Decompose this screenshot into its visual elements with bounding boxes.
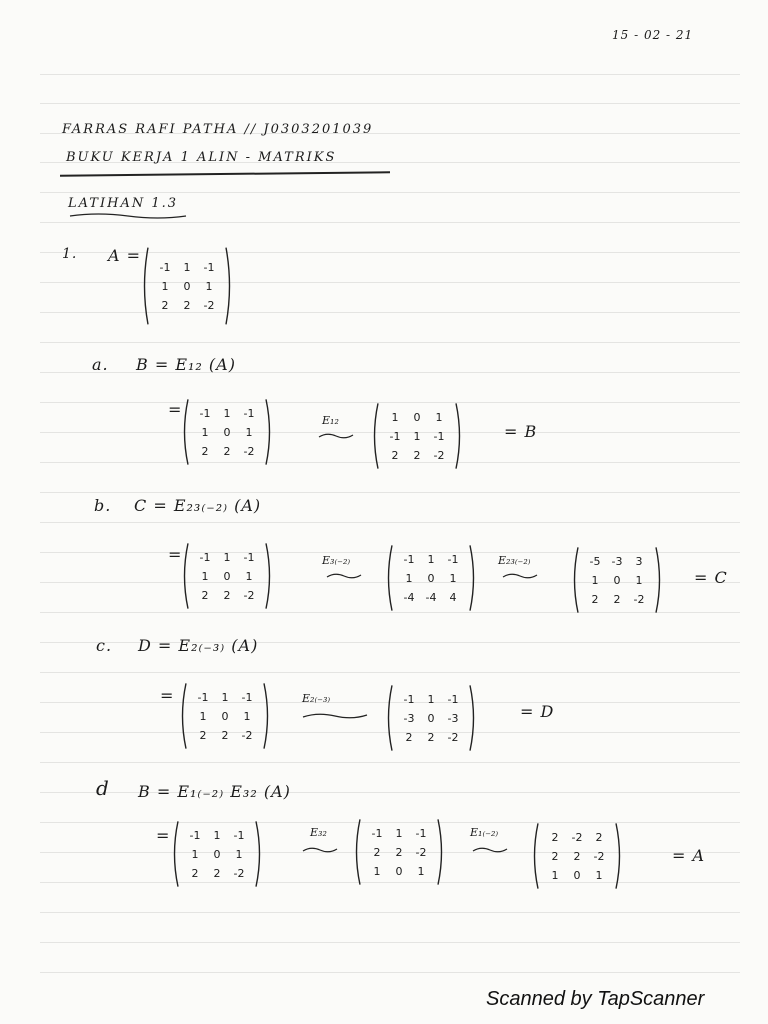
matrix-cell: 0	[183, 279, 191, 293]
matrix-bracket	[468, 684, 478, 752]
matrix-cell: 1	[243, 709, 251, 723]
equals-sign: =	[160, 686, 175, 705]
part-b-result: = C	[694, 568, 728, 587]
matrix-cell: 0	[213, 847, 221, 861]
matrix-cell: -1	[199, 406, 211, 420]
matrix-a	[140, 246, 234, 326]
matrix-entries	[380, 411, 454, 462]
arrow-tilde-icon	[326, 572, 362, 580]
matrix-cell: 0	[223, 425, 231, 439]
matrix-cell: -2	[243, 588, 255, 602]
matrix-bracket	[654, 546, 664, 614]
matrix-entries	[394, 553, 468, 604]
matrix-cell: -1	[203, 260, 215, 274]
matrix-cell: 1	[235, 847, 243, 861]
scanner-watermark: Scanned by TapScanner	[486, 988, 705, 1010]
matrix-cell: 2	[191, 866, 199, 880]
part-c-equation: D = E₂₍₋₃₎ (A)	[138, 636, 259, 655]
part-d-operation-1: E₃₂	[310, 826, 327, 839]
matrix-cell: 1	[373, 864, 381, 878]
matrix-cell: -4	[403, 590, 415, 604]
matrix-cell: 1	[391, 410, 399, 424]
arrow-tilde-icon	[302, 712, 368, 720]
ruled-line	[40, 492, 740, 493]
equals-sign: =	[156, 826, 171, 845]
matrix-cell: 2	[551, 830, 559, 844]
part-b-matrix-1	[180, 542, 274, 610]
matrix-cell: 1	[205, 279, 213, 293]
part-b-equation: C = E₂₃₍₋₂₎ (A)	[134, 496, 262, 515]
matrix-bracket	[170, 820, 180, 888]
part-d-equation: B = E₁₍₋₂₎ E₃₂ (A)	[138, 782, 291, 801]
arrow-tilde-icon	[502, 572, 538, 580]
matrix-cell: 2	[201, 588, 209, 602]
matrix-bracket	[180, 398, 190, 466]
matrix-cell: 0	[221, 709, 229, 723]
matrix-entries	[394, 693, 468, 744]
matrix-cell: 2	[591, 592, 599, 606]
matrix-cell: -1	[415, 826, 427, 840]
date-text: 15 - 02 - 21	[612, 28, 694, 42]
matrix-cell: 0	[427, 571, 435, 585]
matrix-bracket	[370, 402, 380, 470]
matrix-cell: 1	[191, 847, 199, 861]
section-title: LATIHAN 1.3	[68, 196, 179, 211]
matrix-cell: 2	[405, 730, 413, 744]
matrix-cell: -5	[589, 554, 601, 568]
ruled-line	[40, 522, 740, 523]
matrix-entries	[150, 261, 224, 312]
matrix-cell: 1	[449, 571, 457, 585]
matrix-cell: -4	[425, 590, 437, 604]
matrix-cell: -1	[403, 692, 415, 706]
matrix-cell: 1	[551, 868, 559, 882]
matrix-cell: 2	[413, 448, 421, 462]
matrix-cell: 2	[391, 448, 399, 462]
matrix-bracket	[224, 246, 234, 326]
part-c-matrix-1	[178, 682, 272, 750]
part-a-equation: B = E₁₂ (A)	[136, 355, 236, 374]
matrix-bracket	[530, 822, 540, 890]
part-d-matrix-2	[352, 818, 446, 886]
header-name-line: FARRAS RAFI PATHA // J0303201039	[62, 122, 374, 137]
equals-sign: =	[168, 400, 183, 419]
part-d-operation-2: E₁₍₋₂₎	[470, 826, 499, 839]
matrix-cell: -2	[243, 444, 255, 458]
part-a-matrix-1	[180, 398, 274, 466]
header-underline	[60, 171, 390, 176]
matrix-cell: -1	[233, 828, 245, 842]
matrix-cell: -2	[241, 728, 253, 742]
matrix-cell: 1	[201, 425, 209, 439]
matrix-cell: -1	[189, 828, 201, 842]
matrix-cell: -3	[447, 711, 459, 725]
matrix-cell: 2	[201, 444, 209, 458]
part-a-result: = B	[504, 422, 538, 441]
matrix-cell: -2	[593, 849, 605, 863]
ruled-line	[40, 342, 740, 343]
matrix-bracket	[384, 684, 394, 752]
matrix-bracket	[352, 818, 362, 886]
matrix-bracket	[570, 546, 580, 614]
matrix-cell: 1	[427, 692, 435, 706]
matrix-cell: -2	[233, 866, 245, 880]
matrix-cell: 4	[449, 590, 457, 604]
matrix-cell: -1	[243, 550, 255, 564]
matrix-entries	[190, 551, 264, 602]
matrix-cell: -1	[197, 690, 209, 704]
matrix-cell: 1	[245, 425, 253, 439]
matrix-cell: 0	[223, 569, 231, 583]
section-title-underline	[68, 212, 188, 220]
arrow-tilde-icon	[472, 846, 508, 854]
matrix-cell: 0	[613, 573, 621, 587]
matrix-cell: 1	[245, 569, 253, 583]
part-a-letter: a.	[92, 355, 109, 374]
matrix-cell: 0	[395, 864, 403, 878]
part-a-operation-1: E₁₂	[322, 414, 339, 427]
matrix-cell: 2	[395, 845, 403, 859]
ruled-line	[40, 672, 740, 673]
matrix-cell: 2	[223, 588, 231, 602]
matrix-cell: -2	[447, 730, 459, 744]
matrix-cell: -2	[633, 592, 645, 606]
matrix-cell: 1	[221, 690, 229, 704]
matrix-cell: 2	[213, 866, 221, 880]
header-subject-line: BUKU KERJA 1 ALIN - MATRIKS	[66, 150, 337, 165]
matrix-cell: 1	[183, 260, 191, 274]
matrix-bracket	[180, 542, 190, 610]
matrix-cell: -1	[199, 550, 211, 564]
matrix-bracket	[384, 544, 394, 612]
matrix-bracket	[454, 402, 464, 470]
matrix-cell: 1	[435, 410, 443, 424]
matrix-entries	[362, 827, 436, 878]
part-c-operation-1: E₂₍₋₃₎	[302, 692, 331, 705]
matrix-entries	[190, 407, 264, 458]
matrix-cell: -2	[433, 448, 445, 462]
matrix-cell: -3	[611, 554, 623, 568]
matrix-cell: 2	[221, 728, 229, 742]
matrix-entries	[580, 555, 654, 606]
matrix-cell: -2	[415, 845, 427, 859]
matrix-a-label: A =	[108, 246, 142, 265]
arrow-tilde-icon	[318, 432, 354, 440]
matrix-bracket	[262, 682, 272, 750]
matrix-bracket	[264, 542, 274, 610]
matrix-cell: 1	[213, 828, 221, 842]
ruled-line	[40, 762, 740, 763]
matrix-cell: 1	[417, 864, 425, 878]
matrix-cell: 2	[161, 298, 169, 312]
ruled-line	[40, 74, 740, 75]
matrix-bracket	[140, 246, 150, 326]
matrix-cell: 1	[223, 550, 231, 564]
ruled-line	[40, 103, 740, 104]
matrix-cell: -1	[241, 690, 253, 704]
matrix-cell: 1	[427, 552, 435, 566]
arrow-tilde-icon	[302, 846, 338, 854]
matrix-cell: 1	[201, 569, 209, 583]
matrix-cell: -1	[243, 406, 255, 420]
ruled-line	[40, 192, 740, 193]
part-d-matrix-3	[530, 822, 624, 890]
matrix-cell: 0	[573, 868, 581, 882]
matrix-entries	[180, 829, 254, 880]
matrix-cell: 2	[595, 830, 603, 844]
part-b-operation-2: E₂₃₍₋₂₎	[498, 554, 531, 567]
matrix-cell: -3	[403, 711, 415, 725]
matrix-bracket	[468, 544, 478, 612]
matrix-cell: 0	[413, 410, 421, 424]
part-d-result: = A	[672, 846, 706, 865]
matrix-cell: 2	[551, 849, 559, 863]
matrix-bracket	[254, 820, 264, 888]
ruled-line	[40, 972, 740, 973]
ruled-line	[40, 912, 740, 913]
matrix-cell: 2	[183, 298, 191, 312]
part-a-matrix-2	[370, 402, 464, 470]
matrix-bracket	[264, 398, 274, 466]
matrix-cell: -1	[447, 552, 459, 566]
matrix-cell: 1	[405, 571, 413, 585]
part-b-operation-1: E₃₍₋₂₎	[322, 554, 351, 567]
matrix-cell: 1	[635, 573, 643, 587]
matrix-cell: 2	[573, 849, 581, 863]
matrix-entries	[188, 691, 262, 742]
problem-number: 1.	[62, 246, 78, 262]
matrix-cell: -1	[447, 692, 459, 706]
matrix-cell: 0	[427, 711, 435, 725]
matrix-cell: -1	[159, 260, 171, 274]
matrix-cell: 1	[413, 429, 421, 443]
part-b-matrix-3	[570, 546, 664, 614]
part-d-letter: d	[96, 776, 110, 800]
matrix-cell: 1	[395, 826, 403, 840]
part-b-matrix-2	[384, 544, 478, 612]
part-d-matrix-1	[170, 820, 264, 888]
part-c-matrix-2	[384, 684, 478, 752]
matrix-cell: -1	[371, 826, 383, 840]
ruled-line	[40, 942, 740, 943]
matrix-cell: -2	[571, 830, 583, 844]
equals-sign: =	[168, 545, 183, 564]
matrix-cell: 1	[595, 868, 603, 882]
part-b-letter: b.	[94, 496, 112, 515]
matrix-cell: -1	[433, 429, 445, 443]
matrix-bracket	[178, 682, 188, 750]
matrix-cell: 1	[199, 709, 207, 723]
matrix-cell: 2	[199, 728, 207, 742]
matrix-cell: 2	[223, 444, 231, 458]
matrix-bracket	[436, 818, 446, 886]
matrix-entries	[540, 831, 614, 882]
matrix-cell: 2	[373, 845, 381, 859]
matrix-cell: 1	[161, 279, 169, 293]
matrix-cell: 2	[427, 730, 435, 744]
matrix-cell: 2	[613, 592, 621, 606]
ruled-line	[40, 222, 740, 223]
matrix-cell: -1	[389, 429, 401, 443]
matrix-cell: 1	[591, 573, 599, 587]
part-c-letter: c.	[96, 636, 113, 655]
part-c-result: = D	[520, 702, 555, 721]
matrix-bracket	[614, 822, 624, 890]
matrix-cell: 1	[223, 406, 231, 420]
matrix-cell: -1	[403, 552, 415, 566]
matrix-cell: -2	[203, 298, 215, 312]
matrix-cell: 3	[635, 554, 643, 568]
